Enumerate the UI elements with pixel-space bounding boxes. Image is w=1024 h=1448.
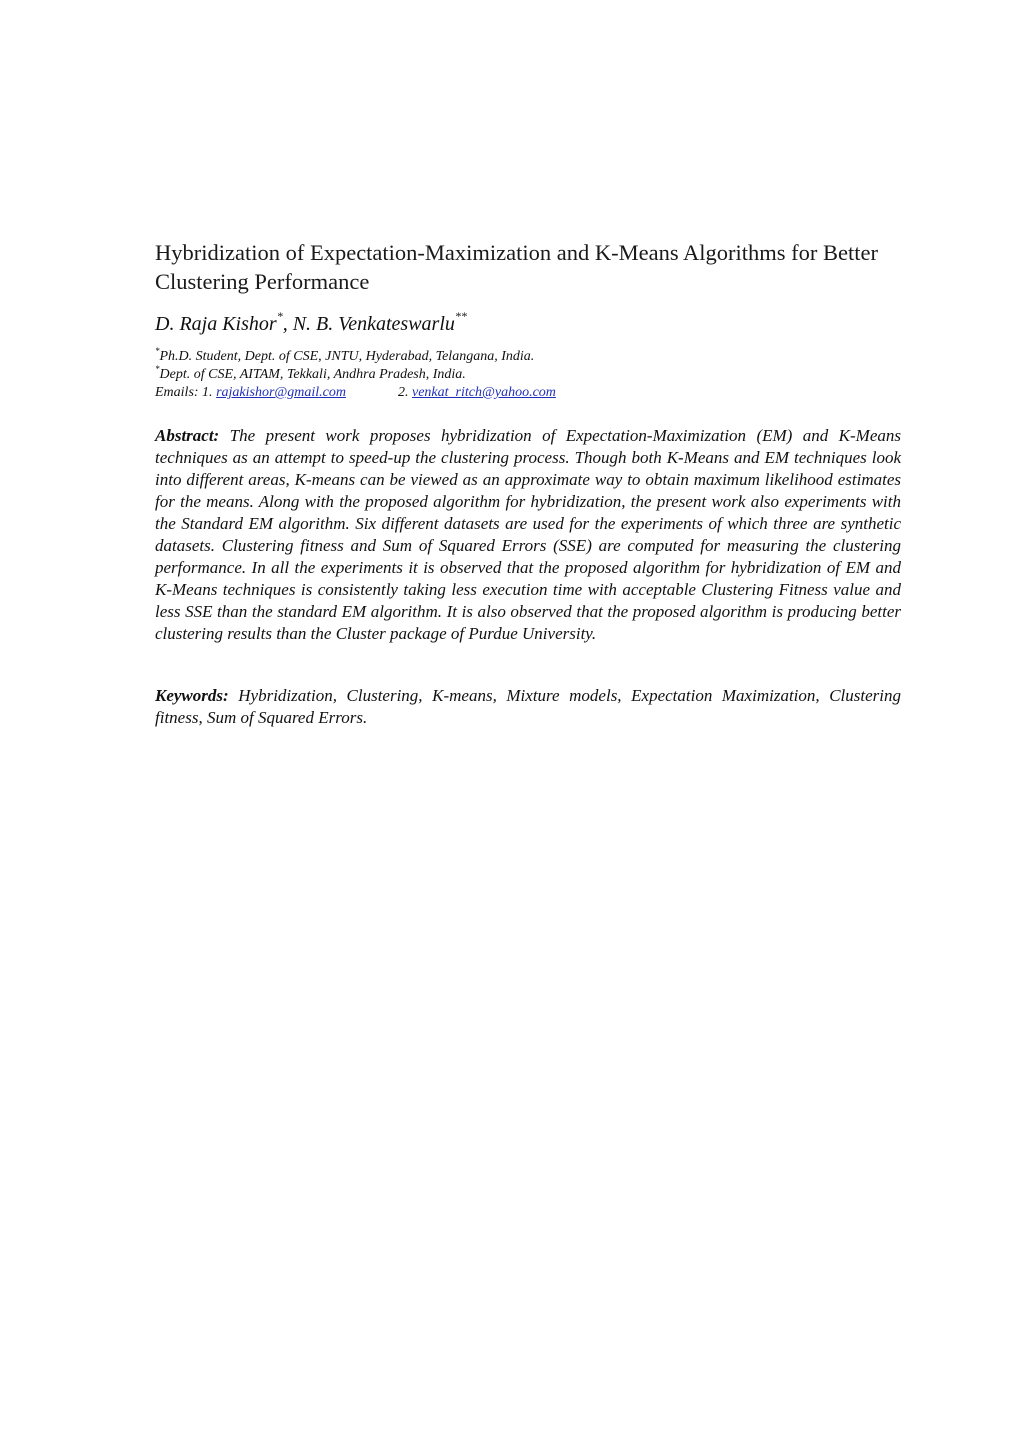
affiliation-2-text: Dept. of CSE, AITAM, Tekkali, Andhra Pradesh, India.: [159, 367, 466, 382]
author-list: [155, 311, 467, 337]
author-separator: ,: [282, 313, 293, 335]
author-1: D. Raja Kishor: [155, 313, 277, 335]
affiliations: [155, 348, 556, 402]
paper-title: Hybridization of Expectation-Maximization and K-Means Algorithms for Better Clustering Performance: [155, 240, 878, 294]
email-link-2[interactable]: venkat_ritch@yahoo.com: [412, 385, 556, 400]
keywords-paragraph: [155, 685, 901, 729]
abstract-text: The present work proposes hybridization of Expectation-Maximization (EM) and K-Means techniques as an attempt to speed-up the clustering process. Though both K-Means and EM techniques look into different areas, K-means can be viewed as an approximate way to obtain maximum likelihood estimates for the means. Along with the proposed algorithm for hybridization, the present work also experiments with the Standard EM algorithm. Six different datasets are used for the experiments of which three are synthetic datasets. Clustering fitness and Sum of Squared Errors (SSE) are computed for measuring the clustering performance. In all the experiments it is observed that the proposed algorithm for hybridization of EM and K-Means techniques is consistently taking less execution time with acceptable Clustering Fitness value and less SSE than the standard EM algorithm. It is also observed that the proposed algorithm is producing better clustering results than the Cluster package of Purdue University.: [155, 426, 901, 643]
abstract-paragraph: [155, 425, 901, 645]
emails-label: Emails: 1.: [155, 385, 217, 400]
author-2-affiliation-mark: **: [454, 309, 467, 323]
affiliation-line-1: [155, 348, 556, 366]
author-1-affiliation-mark: *: [276, 309, 283, 323]
abstract-label: Abstract:: [155, 426, 220, 445]
paper-page: [155, 0, 901, 1448]
affiliation-2-mark: *: [155, 364, 160, 374]
affiliation-1-mark: *: [155, 346, 160, 356]
keywords-label: Keywords:: [155, 686, 229, 705]
affiliation-line-2: [155, 366, 556, 384]
email-link-1[interactable]: rajakishor@gmail.com: [216, 385, 346, 400]
affiliation-1-text: Ph.D. Student, Dept. of CSE, JNTU, Hyderabad, Telangana, India.: [159, 349, 535, 364]
emails-line: [155, 384, 556, 402]
email-2-prefix: 2.: [398, 385, 412, 400]
keywords-text: Hybridization, Clustering, K-means, Mixture models, Expectation Maximization, Clustering fitness, Sum of Squared Errors.: [155, 686, 901, 727]
author-2: N. B. Venkateswarlu: [292, 313, 455, 335]
